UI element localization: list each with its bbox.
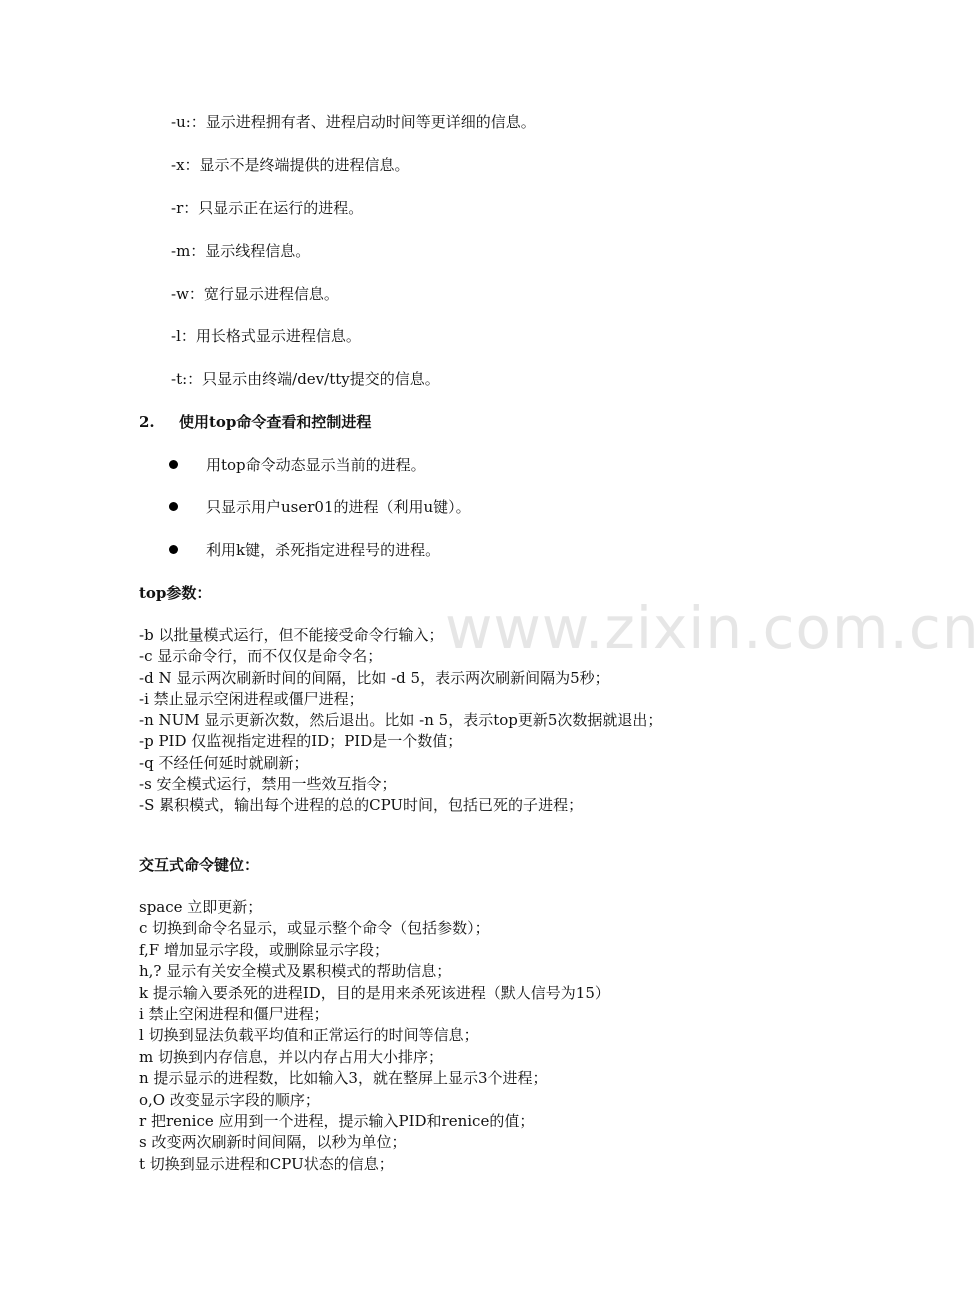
- ps-option-t: -t:：只显示由终端/dev/tty提交的信息。: [171, 370, 440, 388]
- key-item: i 禁止空闲进程和僵尸进程；: [139, 1004, 329, 1023]
- top-params-title: top参数：: [139, 584, 212, 602]
- bullet-item: [169, 497, 471, 517]
- interactive-keys-title: 交互式命令键位：: [139, 856, 260, 874]
- bullet-dot-icon: [169, 545, 178, 554]
- key-item: l 切换到显法负载平均值和正常运行的时间等信息；: [139, 1026, 479, 1045]
- interactive-keys-list: [139, 897, 610, 1175]
- ps-option-u: -u:：显示进程拥有者、进程启动时间等更详细的信息。: [171, 113, 536, 131]
- key-item: n 提示显示的进程数，比如输入3，就在整屏上显示3个进程；: [139, 1069, 548, 1088]
- key-item: k 提示输入要杀死的进程ID，目的是用来杀死该进程（默人信号为15）: [139, 983, 610, 1002]
- top-param-item: -s 安全模式运行，禁用一些效互指令；: [139, 775, 397, 794]
- section-heading: [139, 412, 371, 432]
- top-param-item: -i 禁止显示空闲进程或僵尸进程；: [139, 689, 364, 708]
- bullet-dot-icon: [169, 502, 178, 511]
- top-param-item: -b 以批量模式运行，但不能接受命令行输入；: [139, 626, 444, 644]
- bullet-text: 利用k键，杀死指定进程号的进程。: [206, 541, 441, 559]
- ps-option-l: -l：用长格式显示进程信息。: [171, 327, 361, 345]
- ps-option-m: -m：显示线程信息。: [171, 242, 311, 260]
- key-item: t 切换到显示进程和CPU状态的信息；: [139, 1154, 394, 1173]
- section-title: 使用top命令查看和控制进程: [179, 413, 372, 431]
- bullet-item: [169, 540, 440, 560]
- bullet-item: [169, 455, 426, 475]
- ps-option-x: -x：显示不是终端提供的进程信息。: [171, 156, 410, 174]
- bullet-text: 只显示用户user01的进程（利用u键）。: [206, 498, 471, 516]
- bullet-dot-icon: [169, 460, 178, 469]
- top-param-item: -c 显示命令行，而不仅仅是命令名；: [139, 647, 383, 666]
- top-param-item: -S 累积模式，输出每个进程的总的CPU时间，包括已死的子进程；: [139, 796, 584, 815]
- key-item: c 切换到命令名显示，或显示整个命令（包括参数）；: [139, 919, 490, 938]
- key-item: s 改变两次刷新时间间隔，以秒为单位；: [139, 1133, 407, 1152]
- key-item: f,F 增加显示字段，或删除显示字段；: [139, 940, 389, 959]
- top-param-item: -q 不经任何延时就刷新；: [139, 753, 309, 772]
- key-item: m 切换到内存信息，并以内存占用大小排序；: [139, 1047, 443, 1066]
- top-param-item: -n NUM 显示更新次数，然后退出。比如 -n 5，表示top更新5次数据就退出；: [139, 711, 663, 730]
- key-item: space 立即更新；: [139, 898, 263, 916]
- top-param-item: -d N 显示两次刷新时间的间隔，比如 -d 5，表示两次刷新间隔为5秒；: [139, 668, 610, 687]
- top-params-list: [139, 625, 662, 817]
- ps-option-r: -r：只显示正在运行的进程。: [171, 199, 364, 217]
- bullet-text: 用top命令动态显示当前的进程。: [206, 456, 426, 474]
- ps-option-w: -w：宽行显示进程信息。: [171, 285, 339, 303]
- key-item: h,? 显示有关安全模式及累积模式的帮助信息；: [139, 962, 452, 981]
- top-param-item: -p PID 仅监视指定进程的ID；PID是一个数值；: [139, 732, 463, 751]
- watermark: www.zixin.com.cn: [445, 594, 980, 662]
- key-item: r 把renice 应用到一个进程，提示输入PID和renice的值；: [139, 1111, 535, 1130]
- section-number: 2.: [139, 413, 155, 431]
- key-item: o,O 改变显示字段的顺序；: [139, 1090, 320, 1109]
